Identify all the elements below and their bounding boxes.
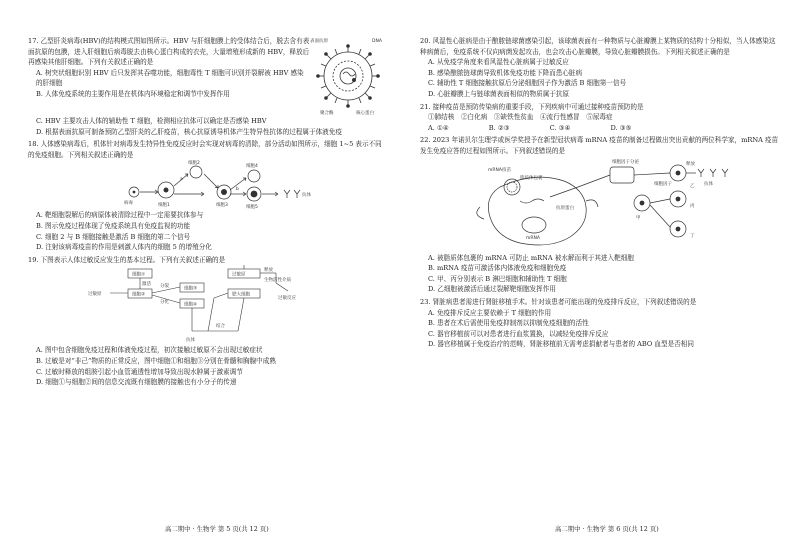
label-b: b [236, 187, 239, 193]
option-b: B. ②③ [488, 123, 510, 132]
label-virus: 病毒 [124, 201, 133, 207]
option-c: C. 辅助性 T 细胞接触抗原后分泌细胞因子作为激活 B 细胞第一信号 [428, 79, 627, 88]
label-encapsulated: 脂质体包裹 [520, 175, 543, 181]
page-footer-right: 高二期中 · 生物学 第 6 页(共 12 页) [555, 525, 659, 533]
label-antibody: 抗体 [302, 193, 311, 199]
option-c: C. HBV 主要攻击人体的辅助性 T 细胞，检测相应抗体可以确定是否感染 HBV [36, 117, 267, 125]
right-page [420, 36, 780, 352]
option-c: C. 器官移植前可以对患者进行血浆置换，以减轻免疫排斥反应 [428, 329, 609, 338]
item-list: ①肺结核 ②白化病 ③缺铁性贫血 ④流行性感冒 ⑤尿毒症 [428, 113, 613, 122]
option-a: A. 图中包含细胞免疫过程和体液免疫过程，初次接触过敏原不会出现过敏症状 [36, 346, 263, 355]
question-stem: 20. 风湿性心脏病是由于酿脓链球菌感染引起，该球菌表面有一种物质与心脏瓣膜上某物质的结构十分相似，当人体感染这种病菌后，免疫系统不仅向病菌发起攻击，也会攻击心脏瓣膜，导致心脏瓣膜损伤。下列相关叙述正确的是 [420, 37, 776, 56]
label-cell-1: 细胞1 [158, 203, 170, 209]
label-antigen-protein: 抗原蛋白 [556, 205, 574, 211]
option-b: B. mRNA 疫苗可激活体内体液免疫和细胞免疫 [428, 264, 567, 273]
question-18 [28, 139, 388, 253]
label-bind: 结合 [216, 324, 225, 330]
option-d: D. ③⑤ [610, 123, 632, 132]
option-a: A. 靶细胞裂解后的病原体被清除过程中一定需要抗体参与 [36, 211, 204, 220]
label-release: 释放 [264, 268, 273, 274]
label-core-protein: 核心蛋白 [356, 111, 374, 116]
label-cell-c: 丙 [690, 203, 695, 209]
mrna-vaccine-figure [460, 157, 780, 253]
label-surface-antigen: 表面抗原 [310, 39, 328, 44]
option-c: C. 过敏时释放的组胺引起小血管通透性增加导致出现水肿属于激素调节 [36, 367, 243, 376]
option-a: A. ①④ [428, 123, 449, 132]
label-cell-5: 细胞5 [246, 205, 258, 211]
question-22 [420, 135, 780, 295]
option-b: B. 过敏是对“非己”物质的正常反应，图中细胞①和细胞③分别在骨髓和胸腺中成熟 [36, 356, 276, 365]
label-release: 释放 [686, 161, 695, 167]
label-cell-3: 细胞③ [184, 286, 198, 292]
option-d: D. 根据表面抗原可制备预防乙型肝炎的乙肝疫苗，核心抗原诱导机体产生特异性抗体的过程属于体液免疫 [36, 127, 342, 136]
label-cell-2: 细胞2 [188, 161, 200, 167]
label-antibody: 抗体 [186, 338, 195, 344]
option-b: B. 感染酿脓链球菌导致机体免疫功能下降而患心脏病 [428, 68, 583, 77]
option-d: D. 乙细胞被激活后通过裂解靶细胞发挥作用 [428, 285, 556, 294]
label-mediator: 生物活性介质 [264, 278, 291, 284]
label-cell-1: 细胞① [132, 272, 146, 278]
label-mrna: mRNA [526, 235, 540, 241]
label-differentiate: 分化 [160, 300, 169, 306]
label-cell-4: 细胞④ [184, 302, 198, 308]
option-d: D. 器官移植属于免疫治疗的范畴，肾脏移植前无需考虑捐献者与患者的 ABO 血型是否相同 [428, 340, 694, 349]
label-mrna-vaccine: mRNA疫苗 [488, 167, 511, 173]
label-allergen: 过敏原 [88, 292, 102, 298]
question-21 [420, 102, 780, 134]
option-a: A. 树突状细胞识别 HBV 后只发挥其吞噬功能，细胞毒性 T 细胞可识别并裂解被 HBV 感染的肝细胞 [36, 68, 304, 88]
label-activate: 激活 [142, 282, 151, 288]
question-17 [28, 36, 388, 137]
label-cytokine: 细胞因子 [654, 181, 672, 187]
label-antibody: 抗体 [704, 181, 713, 187]
option-d: D. 注射该病毒疫苗的作用是刺激人体内的细胞 5 的增殖分化 [36, 243, 212, 252]
option-c: C. 细胞 2 与 B 细胞接触是激活 B 细胞的第二个信号 [36, 232, 191, 241]
label-cell-2: 细胞② [132, 292, 146, 298]
option-d: D. 心脏瓣膜上与链球菌表面相似的物质属于抗原 [428, 89, 570, 98]
label-polymerase: 聚合酶 [320, 111, 334, 116]
left-page [28, 36, 388, 390]
question-stem: 23. 肾脏病患者需进行肾脏移植手术。针对该患者可能出现的免疫排斥反应，下列叙述错误的是 [420, 297, 697, 306]
allergy-process-figure [88, 265, 388, 345]
label-cell-3: 细胞3 [216, 203, 228, 209]
option-d: D. 细胞①与细胞②间的信息交流既有细胞膜的接触也有小分子的传递 [36, 378, 237, 387]
label-cell-4: 细胞4 [246, 164, 258, 170]
label-reaction: 过敏反应 [278, 296, 296, 302]
question-20 [420, 36, 780, 100]
option-c: C. ③④ [549, 123, 571, 132]
label-cell-a: 甲 [636, 215, 641, 221]
option-b: B. 图示免疫过程体现了免疫系统具有免疫监视的功能 [36, 221, 191, 230]
label-cell-b: 乙 [690, 183, 695, 189]
option-b: B. 人体免疫系统的主要作用是在机体内环境稳定和调节中发挥作用 [36, 89, 230, 98]
label-cytokine-note: 细胞因子分泌 [612, 159, 639, 165]
question-stem: 17. 乙型肝炎病毒(HBV)的结构模式图如图所示。HBV 与肝细胞膜上的受体结合后，脱去含有表面抗原的包膜，进入肝细胞后病毒脱去由核心蛋白构成的衣壳，大量增殖形成新的 HBV，释放后再感染其他肝细胞。下列有关叙述正确的是 [28, 37, 310, 67]
option-a: A. 从免疫学角度来看风湿性心脏病属于过敏反应 [428, 58, 569, 67]
question-stem: 19. 下图表示人体过敏反应发生的基本过程。下列有关叙述正确的是 [28, 255, 226, 264]
label-cell-d: 丁 [690, 233, 695, 239]
option-b: B. 患者在术后需使用免疫抑制剂以抑制免疫细胞的活性 [428, 319, 589, 328]
question-19 [28, 255, 388, 388]
hbv-structure-figure [310, 36, 388, 116]
question-stem: 22. 2023 年诺贝尔生理学或医学奖授予在新型冠状病毒 mRNA 疫苗的制备过程做出突出贡献的两位科学家，mRNA 疫苗发生免疫应答的过程如图所示。下列叙述错误的是 [420, 136, 779, 155]
label-a: a [180, 177, 183, 183]
label-divide: 分裂 [160, 284, 169, 290]
option-c: C. 甲、丙分别表示 B 淋巴细胞和辅助性 T 细胞 [428, 274, 567, 283]
question-stem: 21. 接种疫苗是预防传染病的重要手段，下列疾病中可通过接种疫苗预防的是 [420, 102, 644, 111]
page-footer-left: 高二期中 · 生物学 第 5 页(共 12 页) [165, 525, 269, 533]
label-allergen-2: 过敏原 [232, 272, 246, 278]
option-a: A. 免疫排斥反应主要依赖于 T 细胞的作用 [428, 308, 552, 317]
question-23 [420, 297, 780, 350]
option-a: A. 被脂质体包裹的 mRNA 可防止 mRNA 被水解而利于其进入靶细胞 [428, 253, 634, 262]
question-stem: 18. 人体感染病毒后，机体针对病毒发生特异性免疫反应时会实现对病毒的清除，部分活动如图所示，细胞 1~5 表示不同的免疫细胞。下列相关叙述正确的是 [28, 140, 382, 159]
label-mast-cell: 肥大细胞 [232, 292, 250, 298]
immune-process-figure [118, 160, 388, 210]
label-dna: DNA [372, 39, 382, 44]
